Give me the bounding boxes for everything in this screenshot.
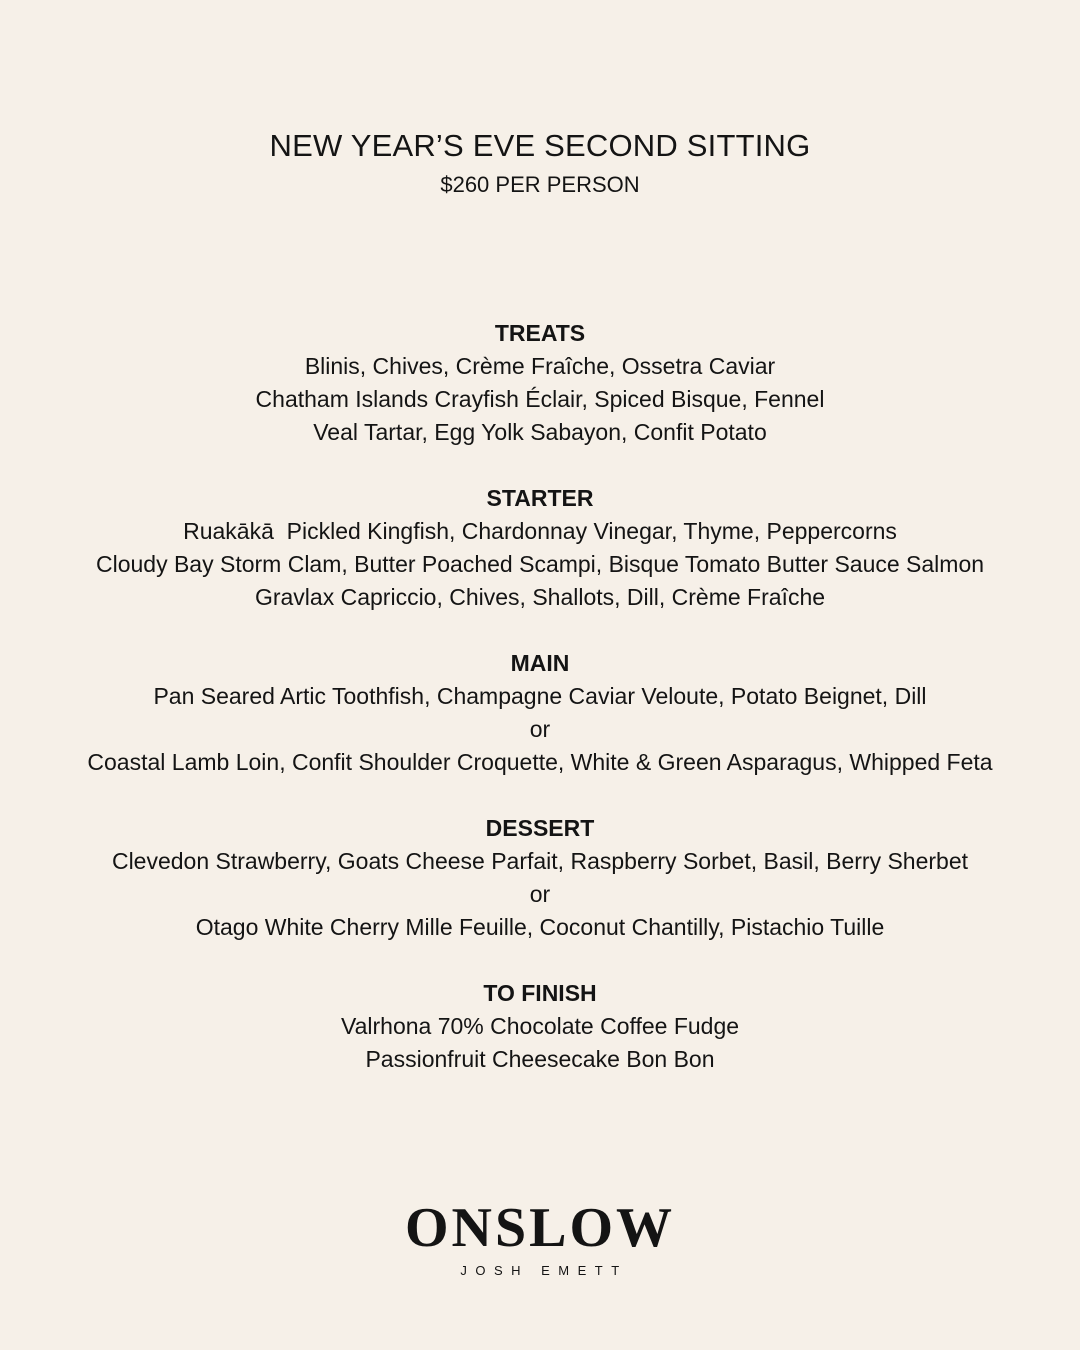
page-title: NEW YEAR’S EVE SECOND SITTING bbox=[269, 128, 811, 163]
section-title-dessert: DESSERT bbox=[485, 815, 595, 841]
menu-item: Passionfruit Cheesecake Bon Bon bbox=[365, 1046, 715, 1072]
section-title-starter: STARTER bbox=[486, 485, 594, 511]
menu-item: Gravlax Capriccio, Chives, Shallots, Dill, Crème Fraîche bbox=[254, 584, 826, 610]
menu-item: Ruakākā Pickled Kingfish, Chardonnay Vinegar, Thyme, Peppercorns bbox=[183, 518, 897, 544]
section-title-to-finish: TO FINISH bbox=[483, 980, 597, 1006]
menu-item-or: or bbox=[529, 716, 551, 742]
menu-item-or: or bbox=[529, 881, 551, 907]
section-to-finish bbox=[0, 977, 1080, 1076]
menu-item: Veal Tartar, Egg Yolk Sabayon, Confit Potato bbox=[313, 419, 767, 445]
restaurant-logo bbox=[0, 1198, 1080, 1278]
menu-item: Chatham Islands Crayfish Éclair, Spiced Bisque, Fennel bbox=[255, 386, 825, 412]
section-treats bbox=[0, 317, 1080, 449]
menu-item: Blinis, Chives, Crème Fraîche, Ossetra Caviar bbox=[304, 353, 776, 379]
price-per-person: $260 PER PERSON bbox=[440, 172, 640, 197]
section-starter bbox=[0, 482, 1080, 614]
section-title-main: MAIN bbox=[510, 650, 570, 676]
menu-body bbox=[0, 317, 1080, 1109]
section-title-treats: TREATS bbox=[494, 320, 586, 346]
menu-item: Valrhona 70% Chocolate Coffee Fudge bbox=[340, 1013, 740, 1039]
section-main bbox=[0, 647, 1080, 779]
logo-subtitle: JOSH EMETT bbox=[460, 1263, 628, 1278]
menu-item: Otago White Cherry Mille Feuille, Coconut Chantilly, Pistachio Tuille bbox=[195, 914, 885, 940]
menu-item: Clevedon Strawberry, Goats Cheese Parfait, Raspberry Sorbet, Basil, Berry Sherbet bbox=[111, 848, 969, 874]
menu-item: Pan Seared Artic Toothfish, Champagne Caviar Veloute, Potato Beignet, Dill bbox=[153, 683, 927, 709]
logo-name: ONSLOW bbox=[404, 1197, 676, 1259]
menu-header bbox=[0, 126, 1080, 200]
menu-item: Cloudy Bay Storm Clam, Butter Poached Scampi, Bisque Tomato Butter Sauce Salmon bbox=[95, 551, 985, 577]
menu-item: Coastal Lamb Loin, Confit Shoulder Croquette, White & Green Asparagus, Whipped Feta bbox=[87, 749, 993, 775]
section-dessert bbox=[0, 812, 1080, 944]
